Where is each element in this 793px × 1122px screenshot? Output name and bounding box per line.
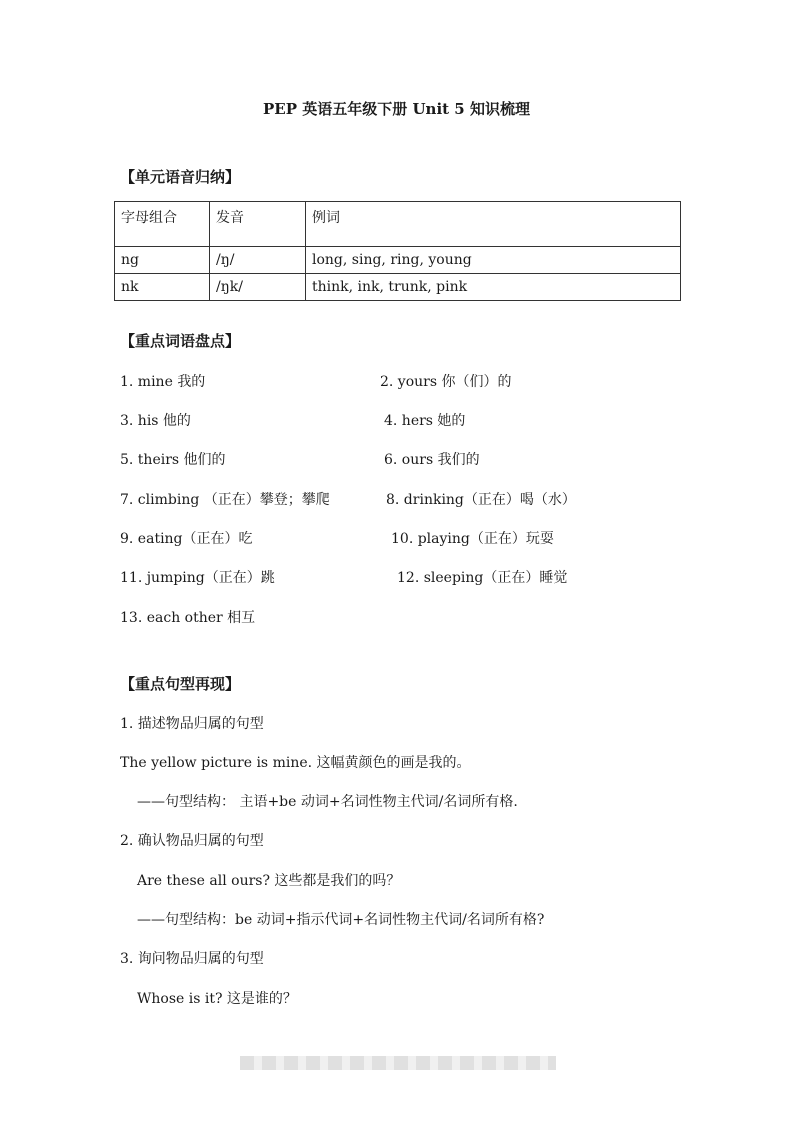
- example-sentence: The yellow picture is mine. 这幅黄颜色的画是我的。: [120, 755, 471, 771]
- vocab-item: 3. his 他的: [120, 413, 191, 429]
- page-title: PEP 英语五年级下册 Unit 5 知识梳理: [263, 100, 530, 118]
- phonics-table: [114, 201, 681, 301]
- sentence-heading: 2. 确认物品归属的句型: [120, 833, 264, 849]
- table-cell: nk: [115, 274, 210, 301]
- sentence-structure: ——句型结构：be 动词+指示代词+名词性物主代词/名词所有格?: [137, 912, 545, 928]
- vocab-item: 5. theirs 他们的: [120, 452, 226, 468]
- table-cell: /ŋ/: [210, 247, 306, 274]
- vocab-item: 9. eating（正在）吃: [120, 531, 253, 547]
- section-heading-sentences: 【重点句型再现】: [120, 675, 241, 693]
- vocab-item: 10. playing（正在）玩耍: [391, 531, 554, 547]
- section-heading-vocab: 【重点词语盘点】: [120, 332, 241, 350]
- vocab-item: 8. drinking（正在）喝（水）: [386, 492, 576, 508]
- example-sentence: Whose is it? 这是谁的？: [137, 991, 297, 1007]
- table-header-cell: 发音: [210, 202, 306, 247]
- table-row: [115, 247, 681, 274]
- vocab-item: 11. jumping（正在）跳: [120, 570, 275, 586]
- vocab-item: 12. sleeping（正在）睡觉: [397, 570, 568, 586]
- blurred-footer: [240, 1056, 556, 1070]
- section-heading-phonics: 【单元语音归纳】: [120, 168, 241, 186]
- sentence-heading: 1. 描述物品归属的句型: [120, 716, 264, 732]
- vocab-item: 1. mine 我的: [120, 374, 206, 390]
- sentence-heading: 3. 询问物品归属的句型: [120, 951, 264, 967]
- vocab-item: 13. each other 相互: [120, 610, 256, 626]
- table-cell: long, sing, ring, young: [306, 247, 681, 274]
- vocab-item: 7. climbing （正在）攀登；攀爬: [120, 492, 330, 508]
- table-row: [115, 274, 681, 301]
- table-header-cell: 例词: [306, 202, 681, 247]
- table-header-cell: 字母组合: [115, 202, 210, 247]
- sentence-structure: ——句型结构： 主语+be 动词+名词性物主代词/名词所有格.: [137, 794, 518, 810]
- vocab-item: 2. yours 你（们）的: [380, 374, 512, 390]
- vocab-item: 6. ours 我们的: [384, 452, 480, 468]
- table-cell: think, ink, trunk, pink: [306, 274, 681, 301]
- table-cell: ng: [115, 247, 210, 274]
- example-sentence: Are these all ours? 这些都是我们的吗？: [137, 873, 401, 889]
- table-cell: /ŋk/: [210, 274, 306, 301]
- table-header-row: [115, 202, 681, 247]
- vocab-item: 4. hers 她的: [384, 413, 466, 429]
